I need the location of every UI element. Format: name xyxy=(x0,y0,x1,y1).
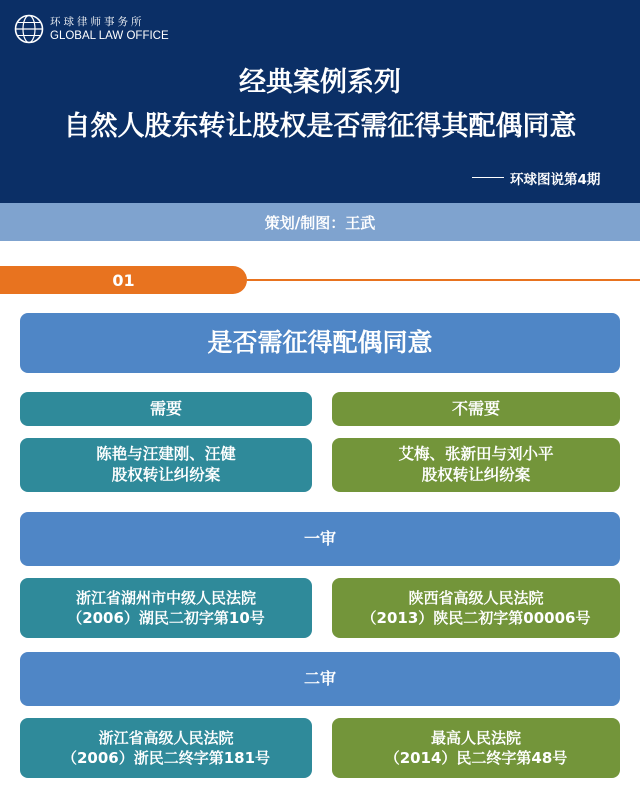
first-right-court-name: 陕西省高级人民法院 xyxy=(408,588,544,607)
first-instance-label: 一审 xyxy=(303,529,336,549)
first-left-court-name: 浙江省湖州市中级人民法院 xyxy=(75,588,256,607)
needs-consent-case xyxy=(20,438,312,492)
issue-label: 环球图说第4期 xyxy=(510,172,601,188)
no-case-line2: 股权转让纠纷案 xyxy=(421,466,531,484)
section-number-tab xyxy=(0,266,247,294)
section-divider xyxy=(247,279,640,281)
second-instance-header xyxy=(20,652,620,706)
header-banner xyxy=(0,0,640,203)
issue-dash xyxy=(472,177,504,178)
second-instance-left-court xyxy=(20,718,312,778)
first-instance-left-court xyxy=(20,578,312,638)
no-case-line1: 艾梅、张新田与刘小平 xyxy=(398,445,554,464)
no-consent-case xyxy=(332,438,620,492)
second-instance-right-court xyxy=(332,718,620,778)
logo-chinese-name: 环球律师事务所 xyxy=(50,16,145,28)
needs-case-line2: 股权转让纠纷案 xyxy=(111,466,221,484)
needs-consent-header xyxy=(20,392,312,426)
needs-consent-label: 需要 xyxy=(149,399,182,419)
first-left-case-number: （2006）湖民二初字第10号 xyxy=(67,609,265,627)
second-instance-label: 二审 xyxy=(303,669,336,689)
question-box xyxy=(20,313,620,373)
main-title: 自然人股东转让股权是否需征得其配偶同意 xyxy=(63,111,577,142)
no-consent-label: 不需要 xyxy=(451,399,500,419)
first-instance-right-court xyxy=(332,578,620,638)
series-title: 经典案例系列 xyxy=(239,67,401,98)
section-number: 01 xyxy=(112,270,135,290)
second-left-court-name: 浙江省高级人民法院 xyxy=(98,728,234,747)
first-right-case-number: （2013）陕民二初字第00006号 xyxy=(361,609,591,627)
globe-logo-icon xyxy=(14,14,44,44)
first-instance-header xyxy=(20,512,620,566)
second-right-court-name: 最高人民法院 xyxy=(430,728,521,747)
second-left-case-number: （2006）浙民二终字第181号 xyxy=(61,749,271,767)
credit-text: 策划/制图：王武 xyxy=(264,213,376,232)
credit-bar xyxy=(0,203,640,241)
logo-english-name: GLOBAL LAW OFFICE xyxy=(50,30,169,42)
second-right-case-number: （2014）民二终字第48号 xyxy=(384,749,568,767)
no-consent-header xyxy=(332,392,620,426)
question-text: 是否需征得配偶同意 xyxy=(207,328,433,358)
needs-case-line1: 陈艳与汪建刚、汪健 xyxy=(96,445,236,464)
